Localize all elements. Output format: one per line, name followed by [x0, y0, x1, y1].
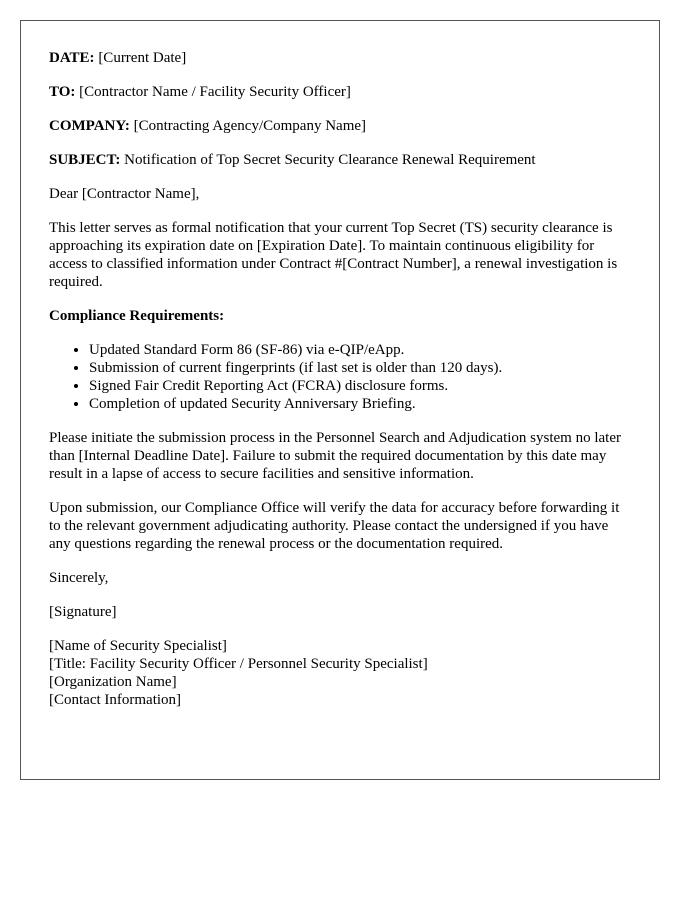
list-item: • Updated Standard Form 86 (SF-86) via e-QIP/eApp. — [89, 341, 631, 359]
date-label: DATE: — [49, 50, 95, 66]
signer-organization: [Organization Name] — [49, 674, 177, 690]
list-item: • Completion of updated Security Anniversary Briefing. — [89, 395, 631, 413]
company-label: COMPANY: — [49, 118, 130, 134]
requirements-heading: Compliance Requirements: — [49, 308, 225, 324]
signature-placeholder: [Signature] — [49, 604, 117, 620]
date-line — [49, 49, 631, 67]
to-label: TO: — [49, 84, 76, 100]
to-line — [49, 83, 631, 101]
subject-value: Notification of Top Secret Security Clearance Renewal Requirement — [124, 152, 536, 168]
signer-contact: [Contact Information] — [49, 692, 182, 708]
instructions-paragraph: Please initiate the submission process in the Personnel Search and Adjudication system no later than [Internal Deadline Date]. Failure to submit the required documentation by this date may result in a lapse of access to secure facilities and sensitive information. — [49, 430, 621, 482]
signer-name: [Name of Security Specialist] — [49, 638, 227, 654]
signature-block — [49, 637, 631, 709]
subject-label: SUBJECT: — [49, 152, 121, 168]
signer-title: [Title: Facility Security Officer / Personnel Security Specialist] — [49, 656, 428, 672]
company-value: [Contracting Agency/Company Name] — [133, 118, 367, 134]
intro-paragraph: This letter serves as formal notification that your current Top Secret (TS) security clearance is approaching its expiration date on [Expiration Date]. To maintain continuous eligibility for access to classified information under Contract #[Contract Number], a renewal investigation is required. — [49, 220, 618, 290]
subject-line — [49, 151, 631, 169]
closing-paragraph: Upon submission, our Compliance Office will verify the data for accuracy before forwarding it to the relevant government adjudicating authority. Please contact the undersigned if you have any questions regarding the renewal process or the documentation required. — [49, 500, 620, 552]
company-line — [49, 117, 631, 135]
salutation: Dear [Contractor Name], — [49, 186, 200, 202]
date-value: [Current Date] — [98, 50, 187, 66]
valediction: Sincerely, — [49, 570, 109, 586]
letter-document — [20, 20, 660, 780]
list-item: • Submission of current fingerprints (if last set is older than 120 days). — [89, 359, 631, 377]
requirements-list — [49, 341, 631, 413]
to-value: [Contractor Name / Facility Security Officer] — [79, 84, 351, 100]
list-item: • Signed Fair Credit Reporting Act (FCRA) disclosure forms. — [89, 377, 631, 395]
